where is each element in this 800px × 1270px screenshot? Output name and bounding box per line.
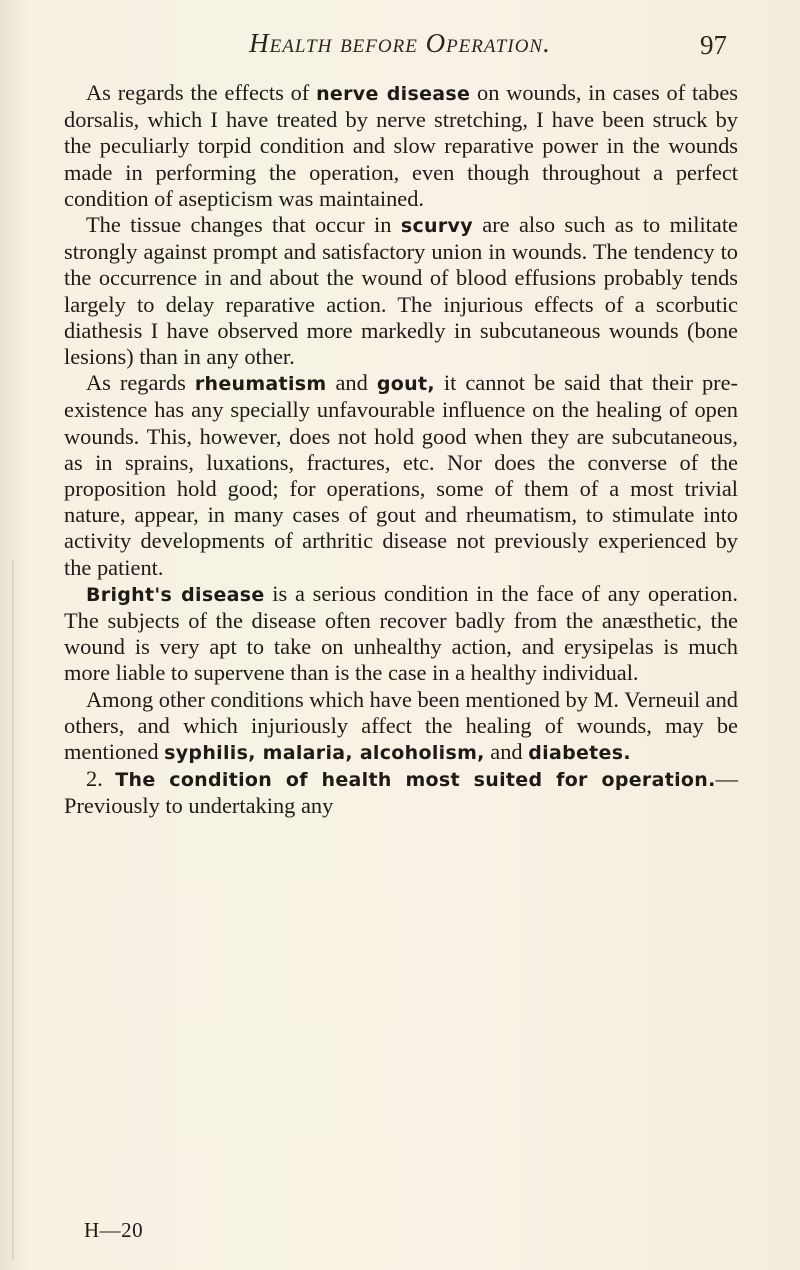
text-run: and <box>484 739 529 765</box>
text-run: As regards <box>86 370 195 396</box>
text-run: —Previously to undertaking any <box>64 766 738 819</box>
running-header: Health before Operation. <box>249 28 551 58</box>
text-run: on wounds, in cases of tabes dorsalis, which I have treated by nerve stretching, I have been struck by the peculiarly torpid condition and slow reparative power in the wounds made in performing the operation, even though throughout a perfect condition of asepticism was maintained. <box>64 80 738 211</box>
bold-term: scurvy <box>400 215 473 238</box>
paragraph-nerve-disease <box>64 80 738 212</box>
signature-mark: H—20 <box>84 1218 144 1242</box>
text-run: it cannot be said that their pre-existence has any specially unfavourable influence on the healing of open wounds. This, however, does not hold good when they are subcutaneous, as in sprains, luxations, fractures, etc. Nor does the converse of the proposition hold good; for operations, some of them of a most trivial nature, appear, in many cases of gout and rheumatism, to stimulate into activity developments of arthritic disease not previously experienced by the patient. <box>64 370 738 580</box>
text-run: and <box>326 370 377 396</box>
gutter-shadow <box>12 560 14 1260</box>
bold-term: The condition of health most suited for operation. <box>115 769 716 792</box>
page-number: 97 <box>700 30 727 60</box>
text-run: The tissue changes that occur in <box>86 212 401 238</box>
bold-term: diabetes. <box>528 742 631 765</box>
bold-term: syphilis, malaria, alcoholism, <box>164 742 485 765</box>
paragraph-brights-disease <box>64 581 738 687</box>
text-run: 2. <box>86 766 116 792</box>
bold-term: nerve disease <box>316 83 471 105</box>
text-run: is a serious condition in the face of any operation. The subjects of the disease often recover badly from the anæsthetic, the wound is very apt to take on unhealthy action, and erysipelas is much more liable to supervene than is the case in a healthy individual. <box>64 580 738 686</box>
bold-term: Bright's disease <box>86 583 265 606</box>
body-text <box>64 80 738 820</box>
paragraph-scurvy <box>64 212 738 370</box>
text-run: are also such as to militate strongly against prompt and satisfactory union in wounds. The tendency to the occurrence in and about the wound of blood effusions probably tends largely to delay reparative action. The injurious effects of a scorbutic diathesis I have observed more markedly in subcutaneous wounds (bone lesions) than in any other. <box>64 212 738 370</box>
text-run: Among other conditions which have been mentioned by M. Verneuil and others, and which injuriously affect the healing of wounds, may be mentioned <box>64 686 738 765</box>
paragraph-other-conditions <box>64 687 738 767</box>
bold-term: rheumatism <box>194 373 327 396</box>
bold-term: gout, <box>376 373 435 396</box>
paragraph-condition-of-health <box>64 766 738 819</box>
text-run: As regards the effects of <box>86 80 317 105</box>
paragraph-rheumatism-gout <box>64 370 738 581</box>
